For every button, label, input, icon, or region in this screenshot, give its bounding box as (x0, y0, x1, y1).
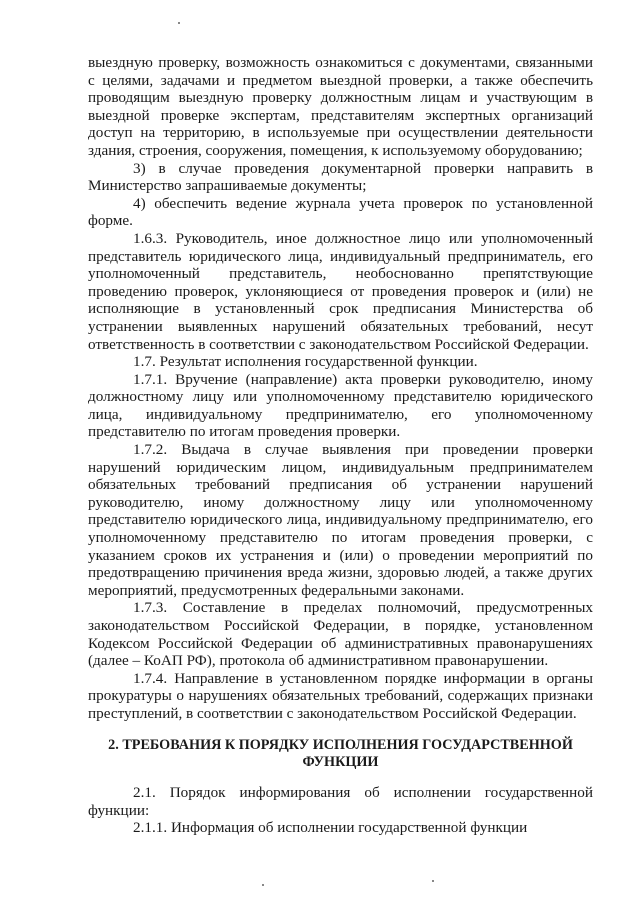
paragraph-item-4: 4) обеспечить ведение журнала учета проверок по установленной форме. (88, 194, 593, 230)
document-body (88, 54, 593, 723)
section-2-body (88, 784, 593, 837)
scan-speck (262, 884, 264, 886)
paragraph-continuation: выездную проверку, возможность ознакомиться с документами, связанными с целями, задачами и предметом выездной проверки, а также обеспечить проводящим выездную проверку должностным лицам и участвующим в выездной проверке экспертам, представителям экспертных организаций доступ на территорию, в используемые при осуществлении деятельности здания, строения, сооружения, помещения, к используемому оборудованию; (88, 54, 593, 159)
paragraph-2-1: 2.1. Порядок информирования об исполнении государственной функции: (88, 784, 593, 819)
scan-speck (432, 880, 434, 882)
paragraph-1-7-3: 1.7.3. Составление в пределах полномочий, предусмотренных законодательством Российской Федерации, в порядке, установленном Кодексом Российской Федерации об административных правонарушениях (далее – КоАП РФ), протокола об административном правонарушении. (88, 599, 593, 670)
section-heading: 2. ТРЕБОВАНИЯ К ПОРЯДКУ ИСПОЛНЕНИЯ ГОСУДАРСТВЕННОЙ ФУНКЦИИ (108, 737, 573, 770)
paragraph-item-3: 3) в случае проведения документарной проверки направить в Министерство запрашиваемые документы; (88, 159, 593, 195)
paragraph-1-7-2: 1.7.2. Выдача в случае выявления при проведении проверки нарушений юридическим лицом, индивидуальным предпринимателем обязательных требований предписания об устранении нарушений руководителю, иному должностному лицу или уполномоченному представителю юридического лица, индивидуальному предпринимателю, его уполномоченному представителю по итогам проведения проверки, с указанием сроков их устранения и (или) о проведении мероприятий по предотвращению причинения вреда жизни, здоровью людей, а также других мероприятий, предусмотренных федеральными законами. (88, 441, 593, 599)
paragraph-1-6-3: 1.6.3. Руководитель, иное должностное лицо или уполномоченный представитель юридического лица, индивидуальный предприниматель, его уполномоченный представитель, необоснованно препятствующие проведению проверок, уклоняющиеся от проведения проверок и (или) не исполняющие в установленный срок предписания Министерства об устранении выявленных нарушений обязательных требований, несут ответственность в соответствии с законодательством Российской Федерации. (88, 229, 593, 353)
paragraph-1-7-1: 1.7.1. Вручение (направление) акта проверки руководителю, иному должностному лицу или уполномоченному представителю юридического лица, индивидуальному предпринимателю, его уполномоченному представителю по итогам проведения проверки. (88, 370, 593, 441)
paragraph-1-7-4: 1.7.4. Направление в установленном порядке информации в органы прокуратуры о нарушениях обязательных требований, содержащих признаки преступлений, в соответствии с законодательством Российской Федерации. (88, 669, 593, 722)
scan-speck (178, 22, 180, 24)
paragraph-2-1-1: 2.1.1. Информация об исполнении государственной функции (133, 819, 528, 837)
paragraph-1-7: 1.7. Результат исполнения государственной функции. (133, 353, 478, 371)
